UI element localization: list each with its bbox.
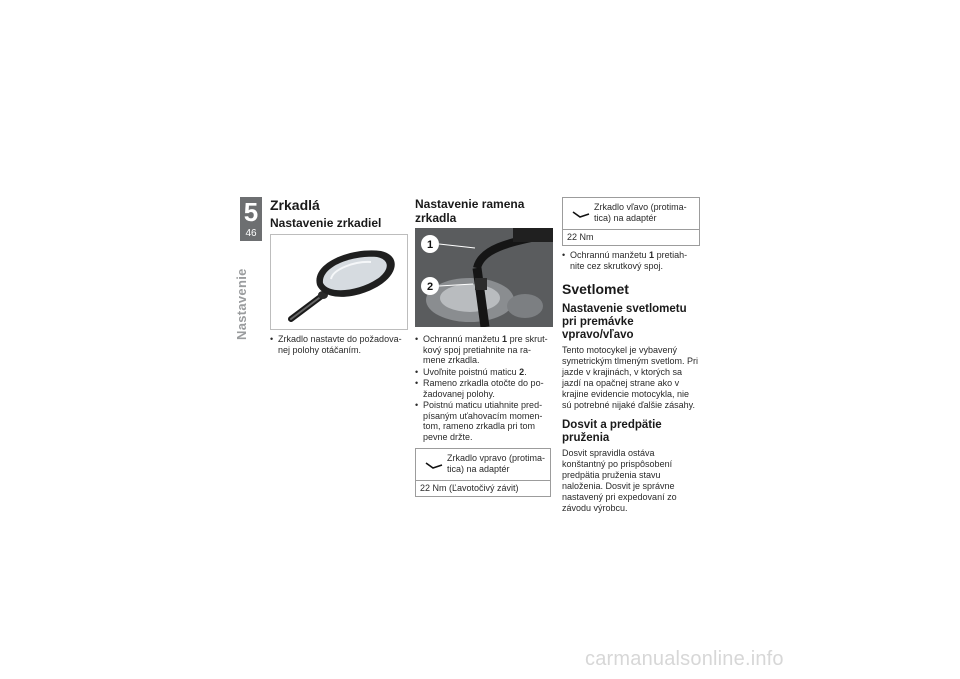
paragraph-headlight-range: Dosvit spravidla ostáva konštantný po prispôsobení predpätia pruženia stavu naloženia. Dosvit je správne nastavený pri expedovaní zo závodu výrobcu. [562, 448, 677, 513]
bullet-tighten-nut: • Poistnú maticu utiahnite pred-písaným uťahovacím momen-tom, rameno zrkadla pri tom pevne držte. [415, 400, 551, 442]
chapter-label-text: Nastavenie [234, 268, 249, 340]
section-title-mirror-arm: Nastavenie ramena zrkadla [415, 197, 525, 225]
paragraph-headlight: Tento motocykel je vybavený symetrickým tlmeným svetlom. Pri jazde v krajinách, v ktorých sa jazdí na opačnej strane ako v krajine evidencie motocykla, nie sú potrebné nijaké ďalšie zásahy. [562, 345, 699, 410]
chapter-number: 5 [243, 197, 259, 227]
wrench-icon [572, 210, 590, 220]
torque-label-left: Zrkadlo vľavo (protima-tica) na adaptér [594, 202, 687, 223]
torque-value-left: 22 Nm [567, 232, 594, 242]
torque-label-right: Zrkadlo vpravo (protima-tica) na adaptér [447, 453, 546, 474]
subtitle-headlight-range: Dosvit a predpätie pruženia [562, 419, 662, 444]
section-title-headlight: Svetlomet [562, 281, 629, 297]
section-title-mirrors: Zrkadlá [270, 197, 320, 213]
column-mirror-arm [415, 197, 551, 497]
mirror-illustration [270, 234, 408, 330]
subtitle-mirror-adjustment: Nastavenie zrkadiel [270, 216, 382, 230]
page-number: 46 [245, 228, 257, 239]
bullet-loosen-nut: • Uvoľnite poistnú maticu 2. [415, 367, 551, 378]
watermark: carmanualsonline.info [585, 648, 784, 670]
torque-value-right: 22 Nm (Ľavotočivý závit) [420, 483, 519, 493]
bullet-protective-sleeve: • Ochrannú manžetu 1 pre skrut-kový spoj pretiahnite na ra-mene zrkadla. [415, 334, 551, 366]
chapter-tab [240, 197, 262, 241]
mirror-drawing [271, 235, 407, 329]
bullet-pull-sleeve: • Ochrannú manžetu 1 pretiah-nite cez skrutkový spoj. [562, 250, 700, 271]
callout-1: 1 [426, 239, 434, 251]
column-mirrors [270, 197, 408, 356]
bullet-rotate-arm: • Rameno zrkadla otočte do po-žadovanej polohy. [415, 378, 551, 399]
wrench-icon [425, 461, 443, 471]
torque-spec-left [562, 197, 700, 246]
mirror-arm-drawing [415, 228, 553, 327]
mirror-arm-photo [415, 228, 553, 327]
bullet-adjust-mirror: • Zrkadlo nastavte do požadova-nej polohy otáčaním. [270, 334, 408, 355]
torque-spec-right [415, 448, 551, 497]
column-headlight [562, 197, 700, 514]
subtitle-headlight-traffic: Nastavenie svetlometu pri premávke vpravo/vľavo [562, 303, 687, 341]
callout-2: 2 [426, 281, 434, 293]
